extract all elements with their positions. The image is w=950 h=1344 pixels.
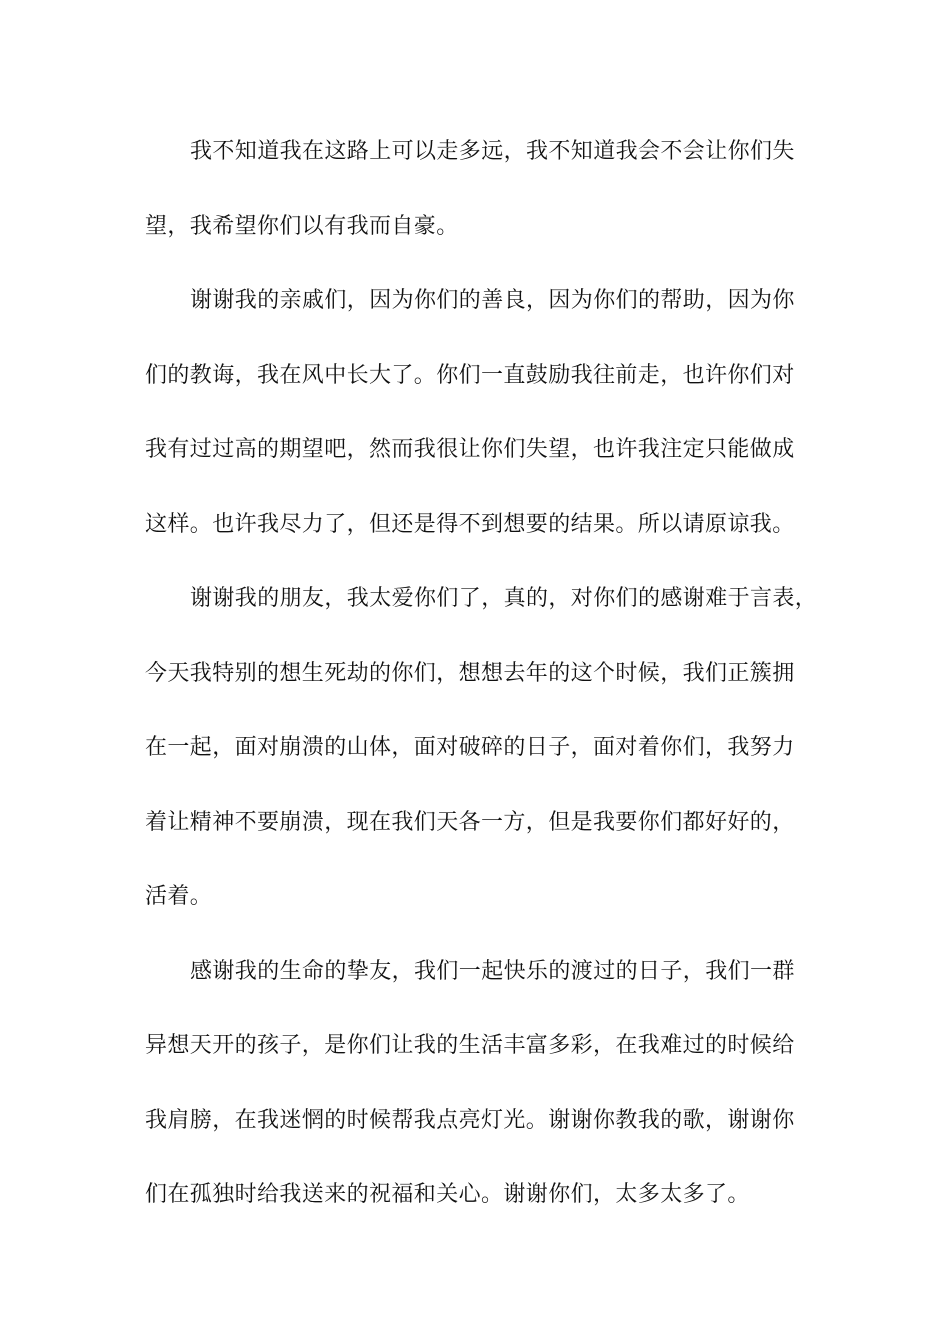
text-line: 活着。 (145, 884, 213, 909)
text-line: 我有过过高的期望吧，然而我很让你们失望，也许我注定只能做成 (145, 437, 795, 462)
text-line: 异想天开的孩子，是你们让我的生活丰富多彩，在我难过的时候给 (145, 1033, 795, 1058)
text-line: 我肩膀，在我迷惘的时候帮我点亮灯光。谢谢你教我的歌，谢谢你 (145, 1108, 795, 1133)
text-line: 感谢我的生命的挚友，我们一起快乐的渡过的日子，我们一群 (190, 959, 795, 984)
text-line: 们的教诲，我在风中长大了。你们一直鼓励我往前走，也许你们对 (145, 363, 795, 388)
text-line: 这样。也许我尽力了，但还是得不到想要的结果。所以请原谅我。 (145, 512, 795, 537)
text-line: 谢谢我的亲戚们，因为你们的善良，因为你们的帮助，因为你 (190, 288, 795, 313)
text-line: 我不知道我在这路上可以走多远，我不知道我会不会让你们失 (190, 139, 795, 164)
text-line: 望，我希望你们以有我而自豪。 (145, 214, 459, 239)
text-line: 在一起，面对崩溃的山体，面对破碎的日子，面对着你们，我努力 (145, 735, 795, 760)
text-line: 着让精神不要崩溃，现在我们天各一方，但是我要你们都好好的， (145, 810, 795, 835)
text-line: 今天我特别的想生死劫的你们，想想去年的这个时候，我们正簇拥 (145, 661, 795, 686)
text-line: 谢谢我的朋友，我太爱你们了，真的，对你们的感谢难于言表， (190, 586, 818, 611)
text-line: 们在孤独时给我送来的祝福和关心。谢谢你们，太多太多了。 (145, 1182, 750, 1207)
